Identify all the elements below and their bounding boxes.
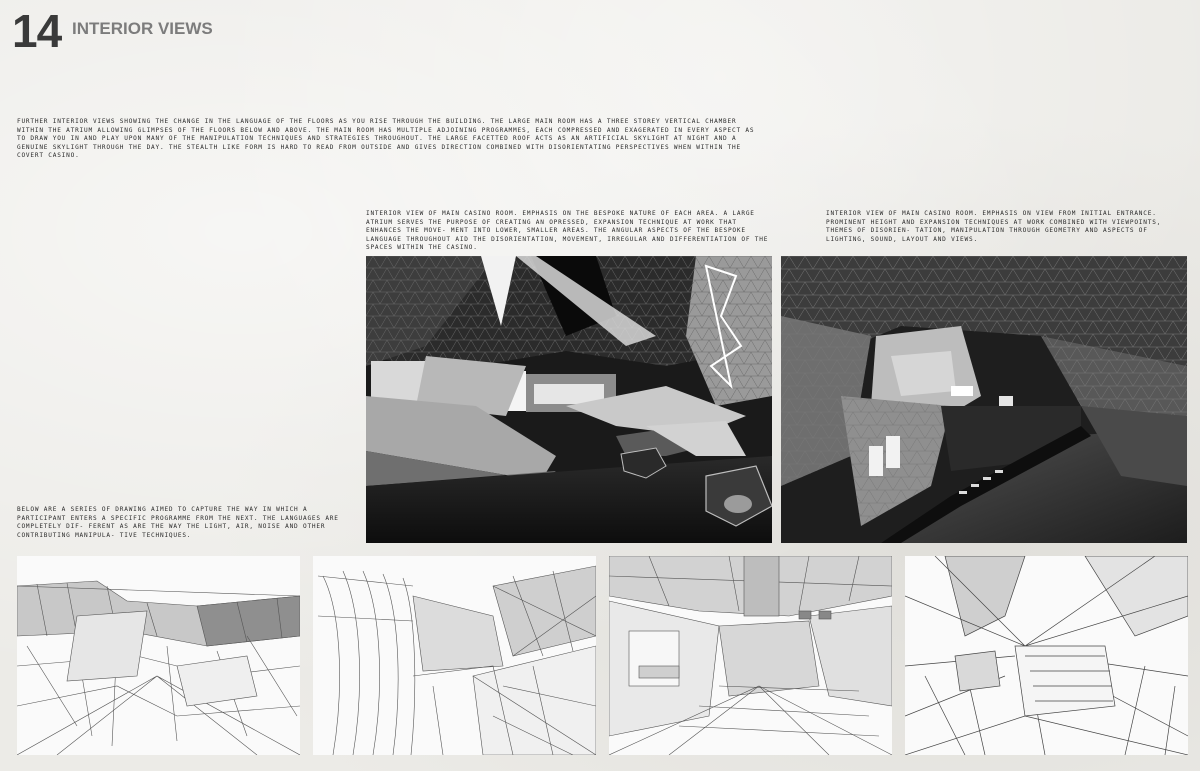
line-drawing-2: [313, 556, 596, 755]
render-1-caption: INTERIOR VIEW OF MAIN CASINO ROOM. EMPHASIS ON THE BESPOKE NATURE OF EACH AREA. A LARGE ATRIUM SERVES THE PURPOSE OF CREATING AN OPRESSED, EXPANSION TECHNIQUE AT WORK THAT ENHANCES THE MOVE- MENT INTO LOWER, SMALLER AREAS. THE ANGULAR ASPECTS OF THE BESPOKE LANGUAGE THROUGHOUT AID THE DISORIENTATION, MOVEMENT, IRREGULAR AND DIFFERENTIATION OF THE SPACES WITHIN THE CASINO.: [366, 210, 769, 252]
drawings-note: BELOW ARE A SERIES OF DRAWING AIMED TO CAPTURE THE WAY IN WHICH A PARTICIPANT ENTERS A SPECIFIC PROGRAMME FROM THE NEXT. THE LANGUAGES ARE COMPLETELY DIF- FERENT AS ARE THE WAY THE LIGHT, AIR, NOISE AND OTHER CONTRIBUTING MANIPULA- TIVE TECHNIQUES.: [17, 506, 339, 539]
line-drawing-4: [905, 556, 1188, 755]
line-drawing-1: [17, 556, 300, 755]
line-drawing-3: [609, 556, 892, 755]
render-main-casino-room: [366, 256, 772, 543]
render-2-caption: INTERIOR VIEW OF MAIN CASINO ROOM. EMPHASIS ON VIEW FROM INITIAL ENTRANCE. PROMINENT HEIGHT AND EXPANSION TECHNIQUES AT WORK COMBINED WITH VIEWPOINTS, THEMES OF DISORIEN- TATION, MANIPULATION THROUGH GEOMETRY AND ASPECTS OF LIGHTING, SOUND, LAYOUT AND VIEWS.: [826, 210, 1162, 243]
render-entrance-view: [781, 256, 1187, 543]
page-title: INTERIOR VIEWS: [72, 19, 213, 38]
intro-text: FURTHER INTERIOR VIEWS SHOWING THE CHANGE IN THE LANGUAGE OF THE FLOORS AS YOU RISE THROUGH THE BUILDING. THE LARGE MAIN ROOM HAS A THREE STOREY VERTICAL CHAMBER WITHIN THE ATRIUM ALLOWING GLIMPSES OF THE FLOORS BELOW AND ABOVE. THE MAIN ROOM HAS MULTIPLE ADJOINING PROGRAMMES, EACH COMPRESSED AND EXAGERATED IN EVERY ASPECT AS TO DRAW YOU IN AND PLAY UPON MANY OF THE MANIPULATION TECHNIQUES AND STRATEGIES THROUGHOUT. THE LARGE FACETTED ROOF ACTS AS AN ARTIFICIAL SKYLIGHT AT NIGHT AND A GENUINE SKYLIGHT THROUGH THE DAY. THE STEALTH LIKE FORM IS HARD TO READ FROM OUTSIDE AND GIVES DIRECTION COMBINED WITH DISORIENTATING PERSPECTIVES WHEN WITHIN THE COVERT CASINO.: [17, 118, 755, 160]
page-number: 14: [12, 5, 62, 57]
